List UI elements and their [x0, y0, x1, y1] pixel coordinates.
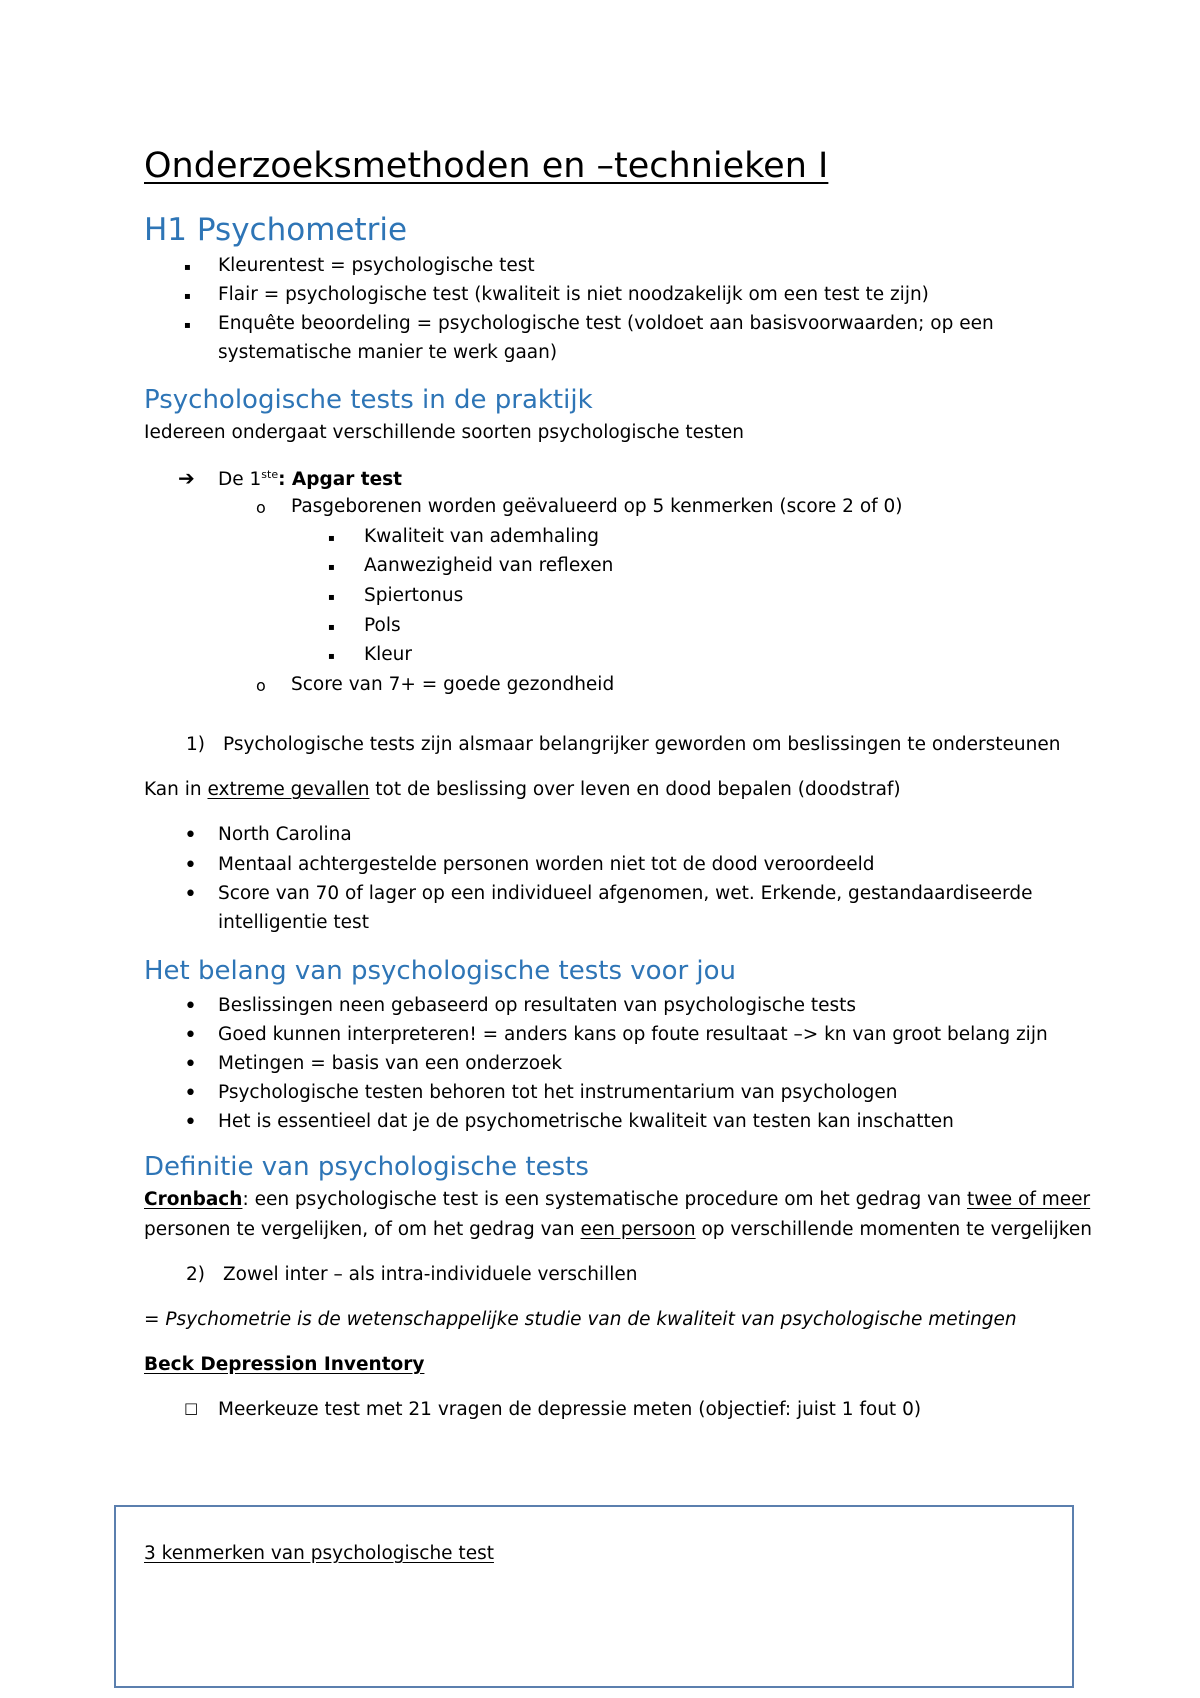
numbered-item: Psychologische tests zijn alsmaar belangrijker geworden om beslissingen te ondersteunen: [223, 734, 1061, 755]
list-item: Score van 70 of lager op een individueel afgenomen, wet. Erkende, gestandaardiseerde: [218, 883, 1033, 904]
hollow-square-bullet-icon: □: [184, 1399, 199, 1417]
cronbach-line-1: [144, 1191, 1090, 1210]
kan-pre: Kan in: [144, 779, 208, 800]
cronbach-line-2: [144, 1221, 1092, 1240]
intro-text: Iedereen ondergaat verschillende soorten psychologische testen: [144, 422, 744, 443]
list-item: Kleurentest = psychologische test: [218, 255, 535, 276]
sub-item: Pasgeborenen worden geëvalueerd op 5 kenmerken (score 2 of 0): [291, 496, 903, 517]
dot-bullet-icon: •: [184, 853, 197, 878]
dot-bullet-icon: •: [184, 1023, 197, 1048]
kan-line: [144, 781, 901, 800]
box-heading: 3 kenmerken van psychologische test: [144, 1543, 494, 1564]
square-bullet-icon: ▪: [328, 533, 335, 544]
dot-bullet-icon: •: [184, 882, 197, 907]
square-bullet-icon: ▪: [184, 320, 191, 331]
kan-post: tot de beslissing over leven en dood bepalen (doodstraf): [369, 779, 901, 800]
square-bullet-icon: ▪: [328, 562, 335, 573]
arrow-right-icon: ➔: [178, 466, 195, 490]
sub-sub-item: Pols: [364, 615, 401, 636]
circle-bullet-icon: o: [256, 498, 266, 517]
numbered-label: 2): [186, 1264, 205, 1285]
dot-bullet-icon: •: [184, 1110, 197, 1135]
list-item: Flair = psychologische test (kwaliteit is niet noodzakelijk om een test te zijn): [218, 284, 929, 305]
list-item: Goed kunnen interpreteren! = anders kans op foute resultaat –> kn van groot belang zijn: [218, 1024, 1048, 1045]
cronbach-underline: twee of meer: [967, 1189, 1091, 1210]
text-box: [114, 1505, 1074, 1688]
list-item: Beslissingen neen gebaseerd op resultaten van psychologische tests: [218, 995, 857, 1016]
list-item: Metingen = basis van een onderzoek: [218, 1053, 563, 1074]
dot-bullet-icon: •: [184, 1052, 197, 1077]
list-item: Het is essentieel dat je de psychometrische kwaliteit van testen kan inschatten: [218, 1111, 954, 1132]
square-bullet-icon: ▪: [184, 291, 191, 302]
square-bullet-icon: ▪: [184, 262, 191, 273]
sub-item: Score van 7+ = goede gezondheid: [291, 674, 615, 695]
heading-belang: Het belang van psychologische tests voor jou: [144, 956, 737, 986]
heading-praktijk: Psychologische tests in de praktijk: [144, 385, 593, 415]
list-item: Mentaal achtergestelde personen worden niet tot de dood veroordeeld: [218, 854, 875, 875]
cronbach-label: Cronbach: [144, 1189, 243, 1210]
square-bullet-icon: ▪: [328, 592, 335, 603]
line2-underline: een persoon: [580, 1219, 696, 1240]
sub-sub-item: Kwaliteit van ademhaling: [364, 526, 599, 547]
apgar-line: [218, 469, 402, 490]
list-item: Meerkeuze test met 21 vragen de depressie meten (objectief: juist 1 fout 0): [218, 1399, 922, 1420]
numbered-item: Zowel inter – als intra-individuele verschillen: [223, 1264, 638, 1285]
heading-definitie: Definitie van psychologische tests: [144, 1152, 589, 1182]
sub-sub-item: Kleur: [364, 644, 412, 665]
sub-sub-item: Spiertonus: [364, 585, 464, 606]
list-item: Psychologische testen behoren tot het instrumentarium van psychologen: [218, 1082, 898, 1103]
dot-bullet-icon: •: [184, 823, 197, 848]
list-item: Enquête beoordeling = psychologische test (voldoet aan basisvoorwaarden; op een: [218, 313, 994, 334]
apgar-suffix: : Apgar test: [278, 469, 403, 491]
apgar-prefix: De 1: [218, 469, 262, 491]
circle-bullet-icon: o: [256, 676, 266, 695]
heading-psychometrie: H1 Psychometrie: [144, 212, 408, 248]
dot-bullet-icon: •: [184, 1081, 197, 1106]
list-item-continuation: systematische manier te werk gaan): [218, 342, 558, 363]
beck-heading: Beck Depression Inventory: [144, 1354, 425, 1375]
kan-underline: extreme gevallen: [207, 779, 370, 800]
apgar-sup: ste: [261, 468, 279, 481]
document-title: Onderzoeksmethoden en –technieken I: [144, 146, 829, 186]
sub-sub-item: Aanwezigheid van reflexen: [364, 555, 614, 576]
cronbach-mid: : een psychologische test is een systematische procedure om het gedrag van: [242, 1189, 967, 1210]
dot-bullet-icon: •: [184, 994, 197, 1019]
list-item-continuation: intelligentie test: [218, 912, 369, 933]
italic-definition: = Psychometrie is de wetenschappelijke studie van de kwaliteit van psychologische metingen: [144, 1309, 1017, 1330]
square-bullet-icon: ▪: [328, 651, 335, 662]
line2-post: op verschillende momenten te vergelijken: [695, 1219, 1092, 1240]
list-item: North Carolina: [218, 824, 352, 845]
square-bullet-icon: ▪: [328, 622, 335, 633]
line2-pre: personen te vergelijken, of om het gedrag van: [144, 1219, 581, 1240]
numbered-label: 1): [186, 734, 205, 755]
